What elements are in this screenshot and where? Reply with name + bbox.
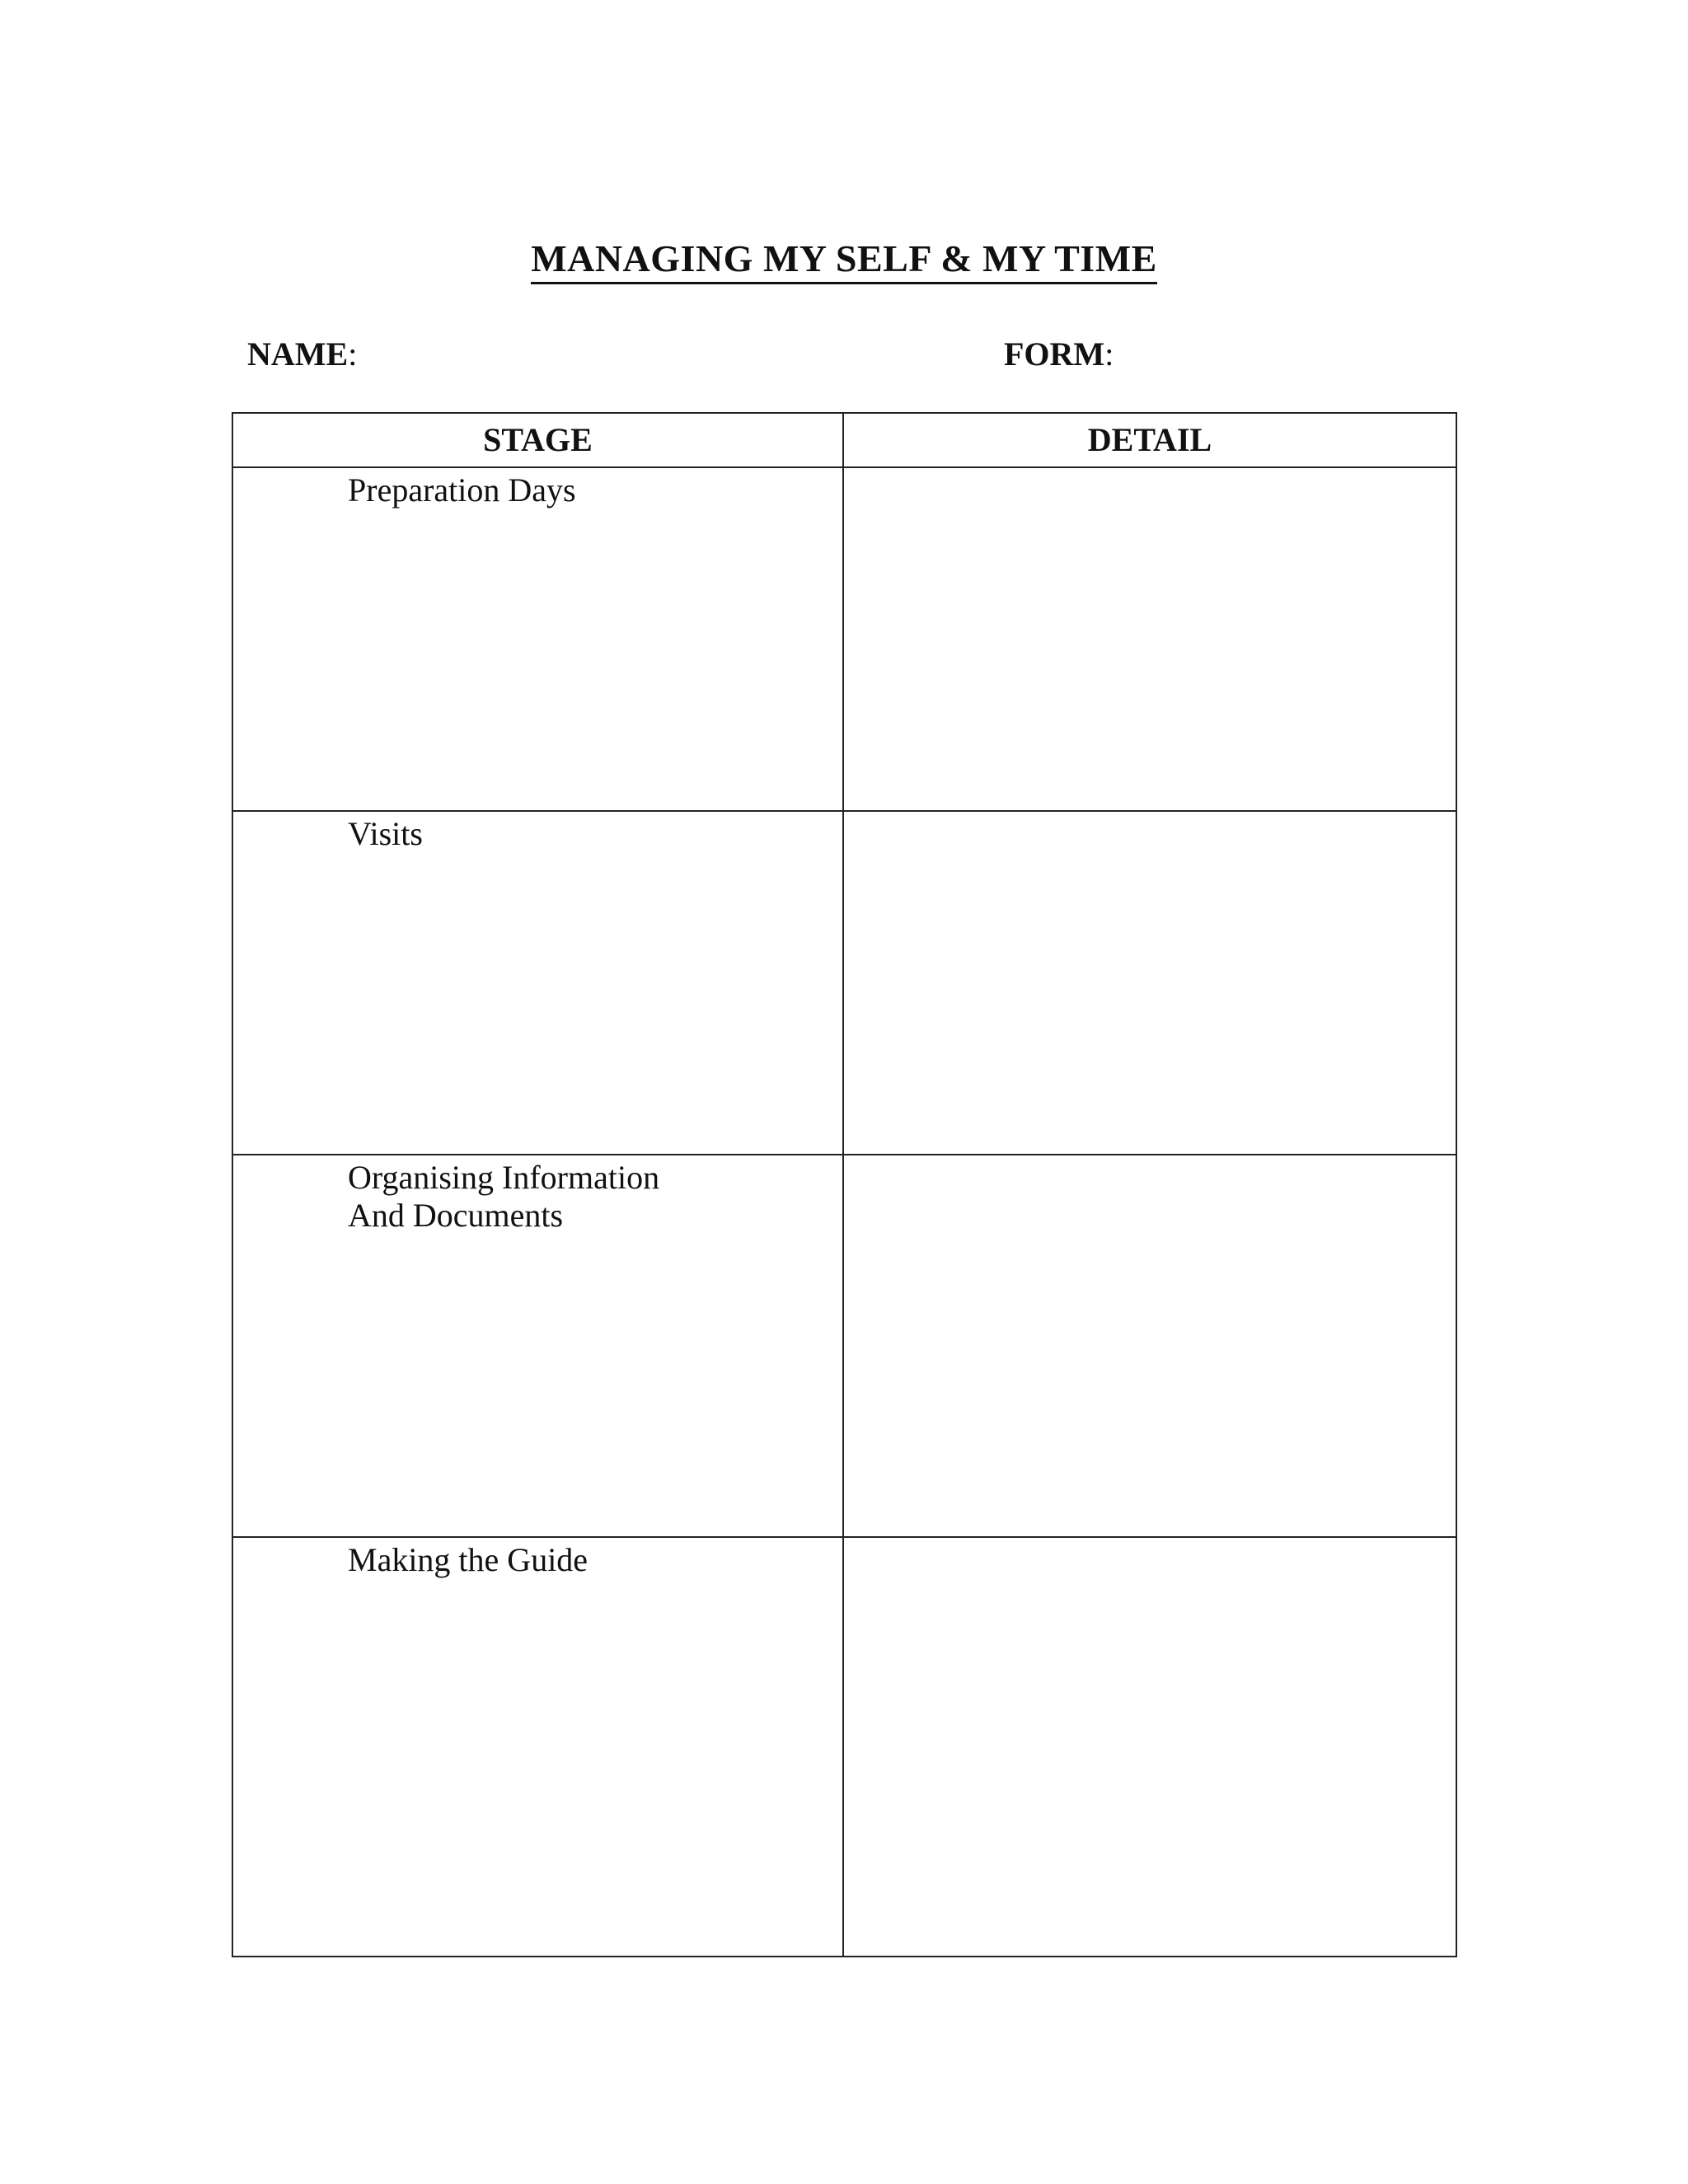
form-colon: :: [1104, 335, 1114, 373]
table-row: [232, 1155, 1456, 1537]
name-field: [247, 333, 357, 376]
name-label: NAME: [247, 335, 349, 373]
detail-cell-visits[interactable]: [843, 811, 1456, 1155]
table-row: [232, 1537, 1456, 1957]
form-field: [1004, 333, 1114, 376]
stage-label-organising-line-1: Organising Information: [348, 1158, 660, 1196]
stage-cell: [232, 1155, 843, 1537]
document-title: [0, 234, 1688, 284]
stage-cell: [232, 467, 843, 811]
stage-cell: [232, 811, 843, 1155]
detail-column-header: DETAIL: [843, 413, 1456, 467]
stage-column-header: STAGE: [232, 413, 843, 467]
stage-label-preparation-days: Preparation Days: [348, 471, 576, 509]
table-row: [232, 811, 1456, 1155]
stage-label-making-the-guide: Making the Guide: [348, 1540, 588, 1578]
document-title-text: MANAGING MY SELF & MY TIME: [531, 236, 1157, 284]
detail-cell-organising[interactable]: [843, 1155, 1456, 1537]
stage-label-visits: Visits: [348, 814, 423, 852]
stage-cell: [232, 1537, 843, 1957]
table-row: [232, 467, 1456, 811]
detail-cell-making-the-guide[interactable]: [843, 1537, 1456, 1957]
detail-cell-preparation-days[interactable]: [843, 467, 1456, 811]
name-colon: :: [348, 335, 358, 373]
form-label: FORM: [1004, 335, 1105, 373]
stage-label-organising-line-2: And Documents: [348, 1196, 564, 1234]
stage-detail-table: [232, 412, 1457, 1957]
table-header-row: [232, 413, 1456, 467]
